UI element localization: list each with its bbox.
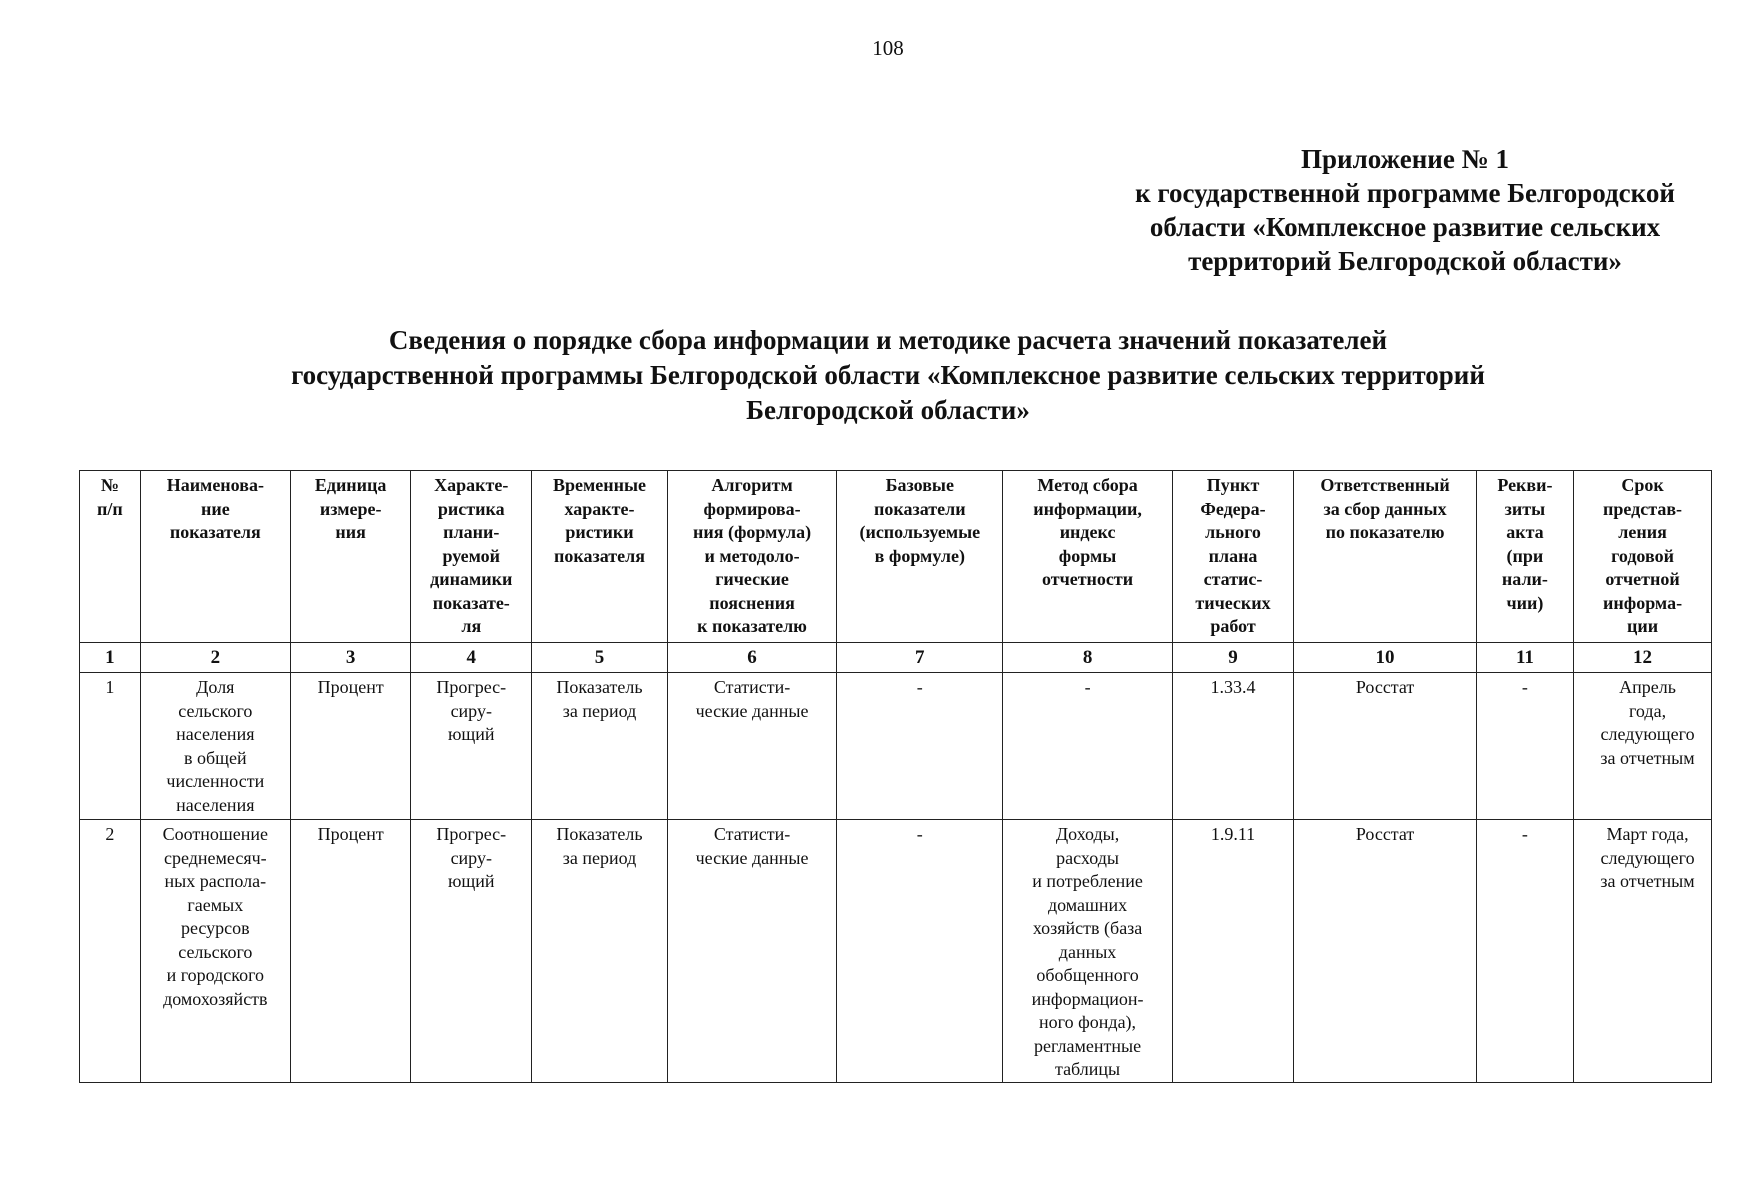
column-header [80, 471, 141, 643]
column-header-line: п/п [97, 498, 123, 519]
column-header-line: ления [1618, 522, 1667, 542]
column-number: 5 [532, 643, 668, 673]
column-header-line: ристики [565, 522, 634, 542]
cell-line: расходы [1056, 847, 1119, 868]
column-header-line: формы [1058, 545, 1117, 566]
cell-line: ного фонда), [1039, 1012, 1137, 1032]
cell-line: Соотношение [162, 824, 268, 844]
page-number: 108 [872, 36, 904, 60]
table-cell [837, 673, 1003, 820]
column-number: 1 [80, 643, 141, 673]
column-number: 2 [140, 643, 290, 673]
cell-line: Доходы, [1055, 824, 1120, 844]
cell-line: следующего [1600, 847, 1695, 868]
title-line: Белгородской области» [746, 395, 1030, 425]
column-header-line: Характе- [434, 475, 509, 495]
column-header-line: гические [715, 569, 789, 589]
column-header [837, 471, 1003, 643]
cell-line: - [1521, 677, 1528, 697]
table-cell [1294, 820, 1476, 1083]
column-header-line: ния (формула) [693, 522, 812, 542]
column-header-line: представ- [1603, 498, 1683, 519]
column-header-line: руемой [442, 545, 501, 566]
column-header-line: годовой [1611, 545, 1674, 566]
column-header-line: динамики [430, 569, 513, 589]
cell-line: обобщенного [1036, 965, 1139, 985]
column-header-line: характе- [564, 498, 635, 519]
cell-line: ющий [447, 871, 495, 891]
column-number: 12 [1574, 643, 1712, 673]
cell-line: и городского [166, 965, 265, 985]
column-header-line: ния [335, 522, 366, 542]
column-header-line: информации, [1033, 498, 1142, 519]
appendix-heading [1090, 142, 1720, 278]
column-header-line: нали- [1501, 569, 1548, 589]
cell-line: Прогрес- [436, 677, 507, 697]
table-cell [80, 673, 141, 820]
column-number: 8 [1003, 643, 1172, 673]
table-cell [80, 820, 141, 1083]
cell-line: за отчетным [1600, 871, 1695, 891]
table-cell [532, 673, 668, 820]
column-header-line: акта [1506, 522, 1544, 542]
table-row [80, 673, 1712, 820]
column-header-line: льного [1205, 522, 1261, 542]
cell-line: сиру- [450, 847, 492, 868]
column-header-line: (при [1506, 545, 1544, 566]
column-header-line: за сбор данных [1323, 498, 1447, 519]
cell-line: населения [176, 724, 255, 744]
appendix-line: территорий Белгородской области» [1188, 246, 1622, 276]
table-cell [1574, 673, 1712, 820]
cell-line: Прогрес- [436, 824, 507, 844]
cell-line: гаемых [187, 894, 244, 915]
cell-line: за отчетным [1600, 747, 1695, 768]
column-number: 4 [411, 643, 532, 673]
column-number: 11 [1476, 643, 1573, 673]
column-header-line: Метод сбора [1037, 475, 1138, 495]
column-header-line: показателя [554, 545, 645, 566]
column-header-line: чии) [1506, 592, 1544, 613]
table-cell [140, 673, 290, 820]
column-header [1476, 471, 1573, 643]
column-header-line: отчетности [1041, 569, 1134, 589]
cell-line: ческие данные [695, 847, 809, 868]
cell-line: численности [166, 771, 265, 791]
column-header-line: ции [1626, 616, 1659, 636]
cell-line: Росстат [1355, 824, 1415, 844]
cell-line: хозяйств (база [1032, 918, 1143, 938]
column-number: 3 [290, 643, 411, 673]
cell-line: 2 [105, 824, 115, 844]
column-header [532, 471, 668, 643]
appendix-line: Приложение № 1 [1301, 144, 1509, 174]
column-header-line: пояснения [709, 592, 795, 613]
cell-line: 1.33.4 [1210, 677, 1256, 697]
column-number: 7 [837, 643, 1003, 673]
table-cell [1476, 820, 1573, 1083]
table-cell [1003, 673, 1172, 820]
column-header-line: Срок [1621, 475, 1664, 495]
table-cell [1476, 673, 1573, 820]
column-header-line: ние [200, 498, 230, 519]
cell-line: таблицы [1054, 1059, 1121, 1079]
table-cell [1172, 820, 1294, 1083]
title-line: Сведения о порядке сбора информации и методике расчета значений показателей [388, 325, 1388, 355]
column-header-line: в формуле) [874, 545, 965, 566]
cell-line: Показатель [556, 824, 643, 844]
table-cell [1294, 673, 1476, 820]
column-header-line: формирова- [703, 498, 801, 519]
cell-line: следующего [1600, 724, 1695, 744]
cell-line: 1.9.11 [1210, 824, 1256, 844]
column-header [1574, 471, 1712, 643]
column-number-row [80, 643, 1712, 673]
cell-line: сельского [178, 941, 253, 962]
column-header-line: зиты [1504, 498, 1546, 519]
column-header [290, 471, 411, 643]
column-header-line: плана [1208, 545, 1258, 566]
cell-line: и потребление [1032, 871, 1143, 891]
cell-line: Показатель [556, 677, 643, 697]
column-number: 10 [1294, 643, 1476, 673]
column-header-line: информа- [1603, 592, 1683, 613]
cell-line: регламентные [1034, 1035, 1142, 1056]
indicators-table [79, 470, 1712, 1083]
table-cell [667, 820, 836, 1083]
column-header-line: Базовые [885, 475, 954, 495]
cell-line: - [916, 824, 923, 844]
column-header-line: статис- [1203, 569, 1263, 589]
cell-line: ческие данные [695, 700, 809, 721]
cell-line: данных [1058, 941, 1117, 962]
column-header-line: и методоло- [704, 545, 800, 566]
column-header-line: плани- [443, 522, 500, 542]
table-cell [1003, 820, 1172, 1083]
column-header-line: № [100, 475, 119, 495]
column-header [1172, 471, 1294, 643]
column-header [411, 471, 532, 643]
table-cell [290, 820, 411, 1083]
column-header-line: Пункт [1206, 475, 1260, 495]
table-row [80, 820, 1712, 1083]
cell-line: ющий [447, 724, 495, 744]
cell-line: ресурсов [180, 918, 250, 938]
column-header-line: ля [461, 616, 482, 636]
cell-line: сиру- [450, 700, 492, 721]
title-line: государственной программы Белгородской области «Комплексное развитие сельских территорий [291, 360, 1485, 390]
cell-line: ных распола- [164, 871, 267, 891]
cell-line: Март года, [1606, 824, 1689, 844]
cell-line: Доля [196, 677, 235, 697]
table-cell [411, 820, 532, 1083]
table-cell [290, 673, 411, 820]
column-header-line: измере- [319, 498, 382, 519]
cell-line: года, [1629, 700, 1667, 721]
cell-line: сельского [178, 700, 253, 721]
column-header-line: показате- [432, 592, 510, 613]
column-header-line: (используемые [859, 522, 981, 542]
cell-line: за период [562, 700, 637, 721]
cell-line: Апрель [1619, 677, 1676, 697]
column-header-line: Федера- [1200, 498, 1266, 519]
column-header-line: тических [1195, 592, 1271, 613]
cell-line: Статисти- [713, 824, 791, 844]
appendix-line: к государственной программе Белгородской [1135, 178, 1675, 208]
cell-line: Процент [317, 824, 384, 844]
column-number: 6 [667, 643, 836, 673]
cell-line: за период [562, 847, 637, 868]
column-header-line: показателя [169, 522, 261, 542]
table-cell [140, 820, 290, 1083]
cell-line: среднемесяч- [163, 847, 267, 868]
cell-line: информацион- [1031, 988, 1144, 1009]
table-header-row [80, 471, 1712, 643]
column-header-line: к показателю [697, 616, 807, 636]
table-cell [1172, 673, 1294, 820]
column-header-line: ристика [437, 498, 505, 519]
column-header [140, 471, 290, 643]
cell-line: - [916, 677, 923, 697]
cell-line: - [1084, 677, 1091, 697]
column-header-line: Ответственный [1320, 475, 1450, 495]
table-cell [667, 673, 836, 820]
column-header-line: работ [1210, 616, 1256, 636]
column-header-line: Наименова- [166, 475, 264, 495]
column-header-line: по показателю [1325, 522, 1445, 542]
column-header-line: индекс [1059, 522, 1116, 542]
cell-line: домохозяйств [163, 988, 268, 1009]
column-header-line: отчетной [1605, 569, 1680, 589]
table-cell [1574, 820, 1712, 1083]
column-header-line: Временные [552, 475, 647, 495]
table-cell [837, 820, 1003, 1083]
table-cell [411, 673, 532, 820]
column-header [667, 471, 836, 643]
cell-line: Статисти- [713, 677, 791, 697]
cell-line: Процент [317, 677, 384, 697]
cell-line: Росстат [1355, 677, 1415, 697]
column-header-line: Единица [314, 475, 387, 495]
document-title [0, 323, 1760, 428]
cell-line: - [1521, 824, 1528, 844]
column-number: 9 [1172, 643, 1294, 673]
cell-line: населения [176, 794, 255, 815]
column-header-line: показатели [874, 498, 966, 519]
cell-line: домашних [1047, 894, 1128, 915]
column-header-line: Рекви- [1497, 475, 1553, 495]
table-cell [532, 820, 668, 1083]
column-header [1294, 471, 1476, 643]
column-header-line: Алгоритм [711, 475, 793, 495]
appendix-line: области «Комплексное развитие сельских [1149, 212, 1661, 242]
cell-line: 1 [105, 677, 115, 697]
table-body [80, 673, 1712, 1083]
column-header [1003, 471, 1172, 643]
cell-line: в общей [184, 747, 247, 768]
